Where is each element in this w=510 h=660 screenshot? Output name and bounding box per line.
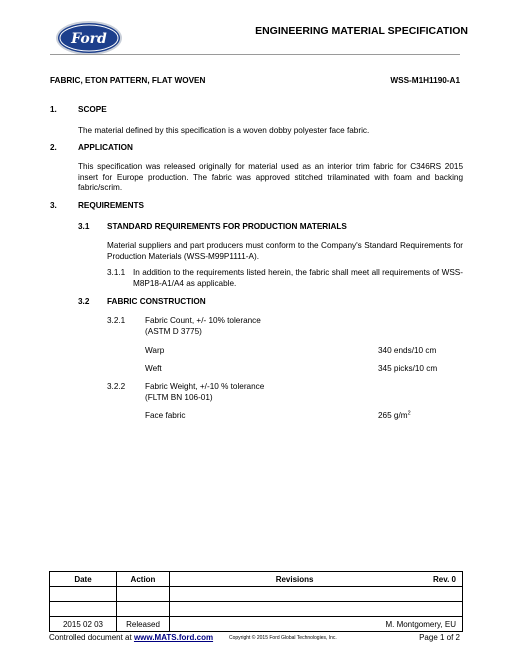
revision-empty-row xyxy=(50,602,463,617)
section-3-title: REQUIREMENTS xyxy=(78,201,144,210)
section-3-number: 3. xyxy=(50,201,57,210)
revision-header-rev: Rev. 0 xyxy=(320,572,463,587)
section-2-text: This specification was released originally for material used as an interior trim fabric for C346RS 2015 insert for Europe production. The fabric was approved stitched trilaminated with foam and backing fabric/scrim. xyxy=(78,162,463,192)
page-number: Page 1 of 2 xyxy=(419,633,460,642)
revision-date: 2015 02 03 xyxy=(50,617,117,632)
revision-header-revisions: Revisions xyxy=(170,572,320,587)
section-2-title: APPLICATION xyxy=(78,143,133,152)
section-3-2-2-line1: Fabric Weight, +/-10 % tolerance xyxy=(145,382,265,391)
warp-value: 340 ends/10 cm xyxy=(378,346,437,355)
header-divider xyxy=(50,54,460,55)
section-3-2-1-line1: Fabric Count, +/- 10% tolerance xyxy=(145,316,261,325)
section-1-text: The material defined by this specification is a woven dobby polyester face fabric. xyxy=(78,126,370,135)
section-3-2-1-line2: (ASTM D 3775) xyxy=(145,327,202,336)
spec-number: WSS-M1H1190-A1 xyxy=(390,76,460,85)
section-3-1-text: Material suppliers and part producers must conform to the Company's Standard Requirements for Production Materials (WSS-M99P1111-A). xyxy=(107,241,463,261)
weft-value: 345 picks/10 cm xyxy=(378,364,438,373)
section-2-number: 2. xyxy=(50,143,57,152)
ford-logo xyxy=(55,20,123,56)
section-3-1-1-text: In addition to the requirements listed herein, the fabric shall meet all requirements of WSS-M8P18-A1/A4 as applicable. xyxy=(133,268,463,288)
revision-author: M. Montgomery, EU xyxy=(170,617,463,632)
controlled-document-prefix: Controlled document at xyxy=(49,633,132,642)
revision-table xyxy=(49,571,463,632)
section-1-number: 1. xyxy=(50,105,57,114)
copyright-notice: Copyright © 2015 Ford Global Technologies, Inc. xyxy=(229,635,337,641)
revision-header-row xyxy=(50,572,463,587)
mats-link[interactable]: www.MATS.ford.com xyxy=(133,633,214,642)
revision-empty-row xyxy=(50,587,463,602)
document-title: ENGINEERING MATERIAL SPECIFICATION xyxy=(255,25,468,37)
weft-label: Weft xyxy=(145,364,162,373)
section-3-1-number: 3.1 xyxy=(78,222,90,231)
face-fabric-value-superscript: 2 xyxy=(407,410,411,417)
section-3-2-number: 3.2 xyxy=(78,297,90,306)
revision-header-action: Action xyxy=(117,572,170,587)
revision-header-date: Date xyxy=(50,572,117,587)
section-3-2-2-number: 3.2.2 xyxy=(107,382,126,391)
section-1-title: SCOPE xyxy=(78,105,107,114)
controlled-document-note xyxy=(49,633,213,642)
revision-row xyxy=(50,617,463,632)
spec-name: FABRIC, ETON PATTERN, FLAT WOVEN xyxy=(50,76,206,85)
revision-action: Released xyxy=(117,617,170,632)
face-fabric-value xyxy=(378,411,411,422)
face-fabric-value-text: 265 g/m xyxy=(378,411,408,420)
section-3-2-2-line2: (FLTM BN 106-01) xyxy=(145,393,213,402)
section-3-1-title: STANDARD REQUIREMENTS FOR PRODUCTION MATERIALS xyxy=(107,222,347,231)
section-3-1-1-number: 3.1.1 xyxy=(107,268,126,277)
section-3-2-title: FABRIC CONSTRUCTION xyxy=(107,297,206,306)
section-3-2-1-number: 3.2.1 xyxy=(107,316,126,325)
warp-label: Warp xyxy=(145,346,165,355)
ford-logo-text: Ford xyxy=(71,31,107,47)
face-fabric-label: Face fabric xyxy=(145,411,186,420)
